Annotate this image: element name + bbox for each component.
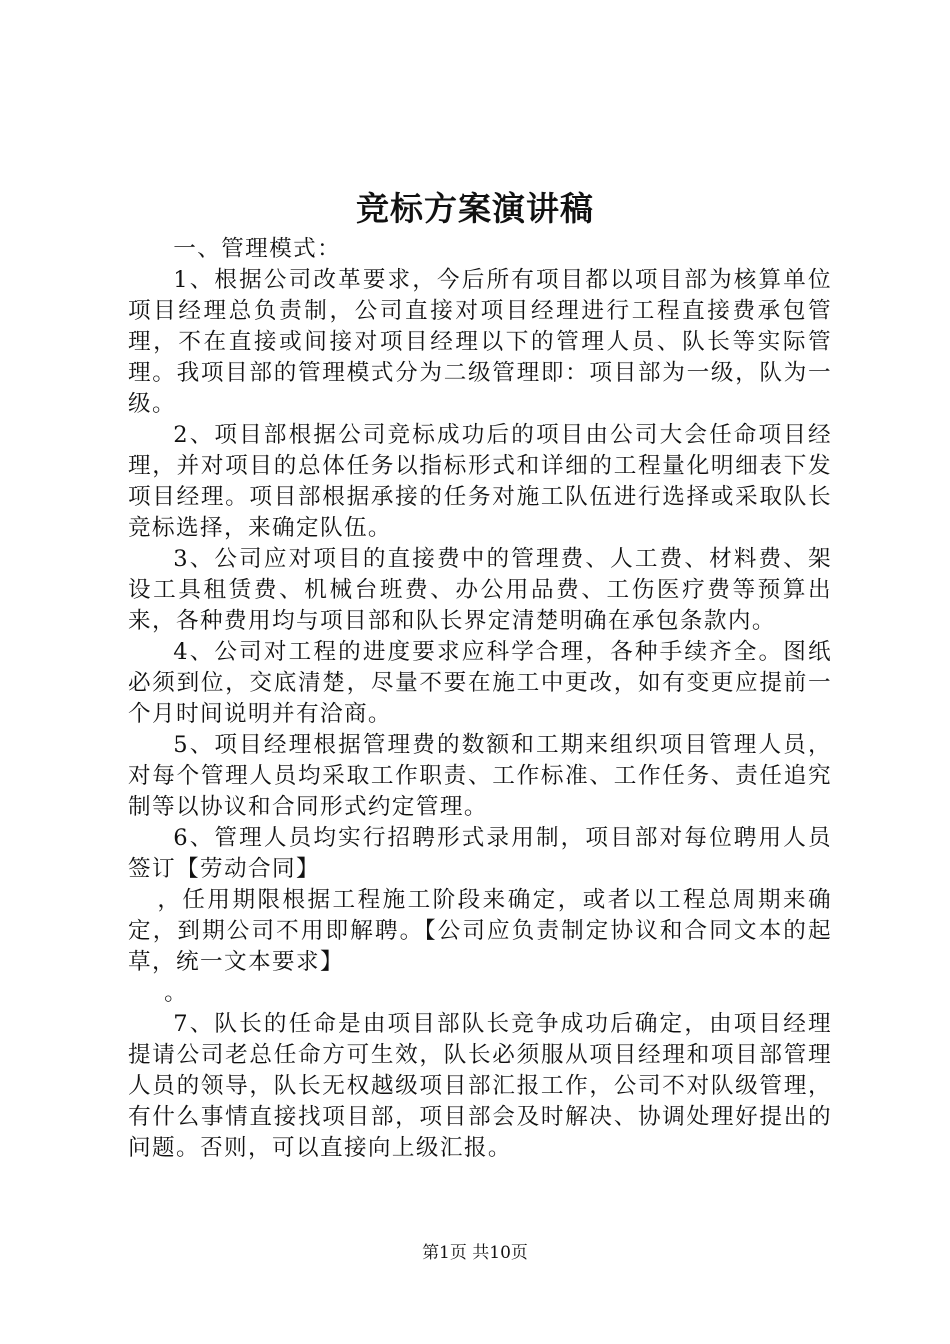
document-body <box>128 234 832 1164</box>
paragraph-2: 2、项目部根据公司竞标成功后的项目由公司大会任命项目经理，并对项目的总体任务以指标形式和详细的工程量化明细表下发项目经理。项目部根据承接的任务对施工队伍进行选择或采取队长竞标选择，来确定队伍。 <box>128 422 832 541</box>
paragraph-3: 3、公司应对项目的直接费中的管理费、人工费、材料费、架设工具租赁费、机械台班费、办公用品费、工伤医疗费等预算出来，各种费用均与项目部和队长界定清楚明确在承包条款内。 <box>128 546 832 634</box>
paragraph-4: 4、公司对工程的进度要求应科学合理，各种手续齐全。图纸必须到位，交底清楚，尽量不要在施工中更改，如有变更应提前一个月时间说明并有洽商。 <box>128 639 832 727</box>
paragraph-6-period: 。 <box>164 980 189 1006</box>
paragraph-7: 7、队长的任命是由项目部队长竞争成功后确定，由项目经理提请公司老总任命方可生效，队长必须服从项目经理和项目部管理人员的领导，队长无权越级项目部汇报工作，公司不对队级管理，有什么事情直接找项目部，项目部会及时解决、协调处理好提出的问题。否则，可以直接向上级汇报。 <box>128 1011 832 1161</box>
paragraph-1: 1、根据公司改革要求，今后所有项目都以项目部为核算单位项目经理总负责制，公司直接对项目经理进行工程直接费承包管理，不在直接或间接对项目经理以下的管理人员、队长等实际管理。我项目部的管理模式分为二级管理即：项目部为一级，队为一级。 <box>128 267 832 417</box>
paragraph-6: 6、管理人员均实行招聘形式录用制，项目部对每位聘用人员签订【劳动合同】 <box>128 825 832 882</box>
document-title: 竞标方案演讲稿 <box>356 189 594 228</box>
page-number-footer: 第1页 共10页 <box>422 1243 528 1263</box>
paragraph-6-continuation: ，任用期限根据工程施工阶段来确定，或者以工程总周期来确定，到期公司不用即解聘。【公司应负责制定协议和合同文本的起草，统一文本要求】 <box>128 887 832 975</box>
section-heading-management-mode: 一、管理模式： <box>173 236 342 262</box>
paragraph-5: 5、项目经理根据管理费的数额和工期来组织项目管理人员，对每个管理人员均采取工作职责、工作标准、工作任务、责任追究制等以协议和合同形式约定管理。 <box>128 732 832 820</box>
